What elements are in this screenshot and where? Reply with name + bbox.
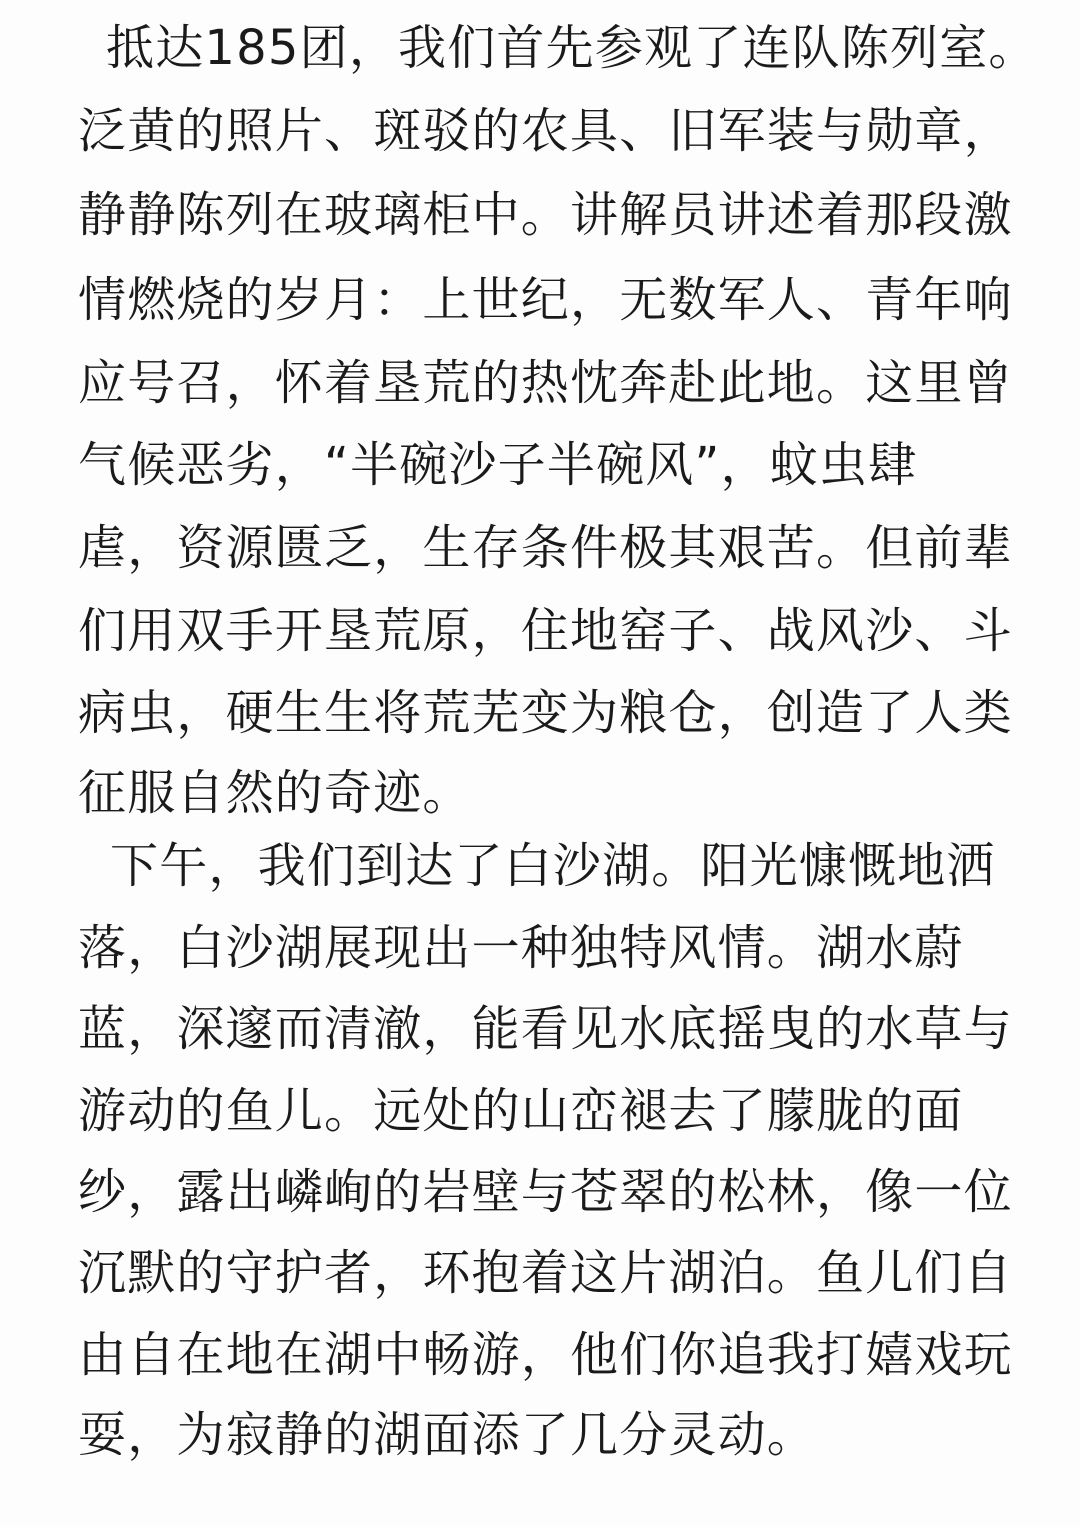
text-line-15: 纱，露出嶙峋的岩壁与苍翠的松林，像一位 xyxy=(78,1164,1013,1220)
text-line-12: 落，白沙湖展现出一种独特风情。湖水蔚 xyxy=(78,920,964,976)
text-line-13: 蓝，深邃而清澈，能看见水底摇曳的水草与 xyxy=(78,1001,1013,1057)
text-line-2: 泛黄的照片、斑驳的农具、旧军装与勋章， xyxy=(78,103,1013,159)
text-line-6: 气候恶劣，“半碗沙子半碗风”，蚊虫肆 xyxy=(78,437,918,493)
text-line-4: 情燃烧的岁月：上世纪，无数军人、青年响 xyxy=(78,272,1013,328)
text-line-5: 应号召，怀着垦荒的热忱奔赴此地。这里曾 xyxy=(78,355,1013,411)
text-line-7: 虐，资源匮乏，生存条件极其艰苦。但前辈 xyxy=(78,520,1013,576)
text-line-1: 抵达185团，我们首先参观了连队陈列室。 xyxy=(106,20,1038,76)
text-line-9: 病虫，硬生生将荒芜变为粮仓，创造了人类 xyxy=(78,685,1013,741)
text-line-3: 静静陈列在玻璃柜中。讲解员讲述着那段激 xyxy=(78,187,1013,243)
text-line-10: 征服自然的奇迹。 xyxy=(78,765,472,821)
text-line-17: 由自在地在湖中畅游，他们你追我打嬉戏玩 xyxy=(78,1327,1013,1383)
text-line-16: 沉默的守护者，环抱着这片湖泊。鱼儿们自 xyxy=(78,1245,1013,1301)
text-line-18: 耍，为寂静的湖面添了几分灵动。 xyxy=(78,1407,817,1463)
text-line-14: 游动的鱼儿。远处的山峦褪去了朦胧的面 xyxy=(78,1083,964,1139)
text-line-11: 下午，我们到达了白沙湖。阳光慷慨地洒 xyxy=(110,838,996,894)
text-line-8: 们用双手开垦荒原，住地窑子、战风沙、斗 xyxy=(78,603,1013,659)
